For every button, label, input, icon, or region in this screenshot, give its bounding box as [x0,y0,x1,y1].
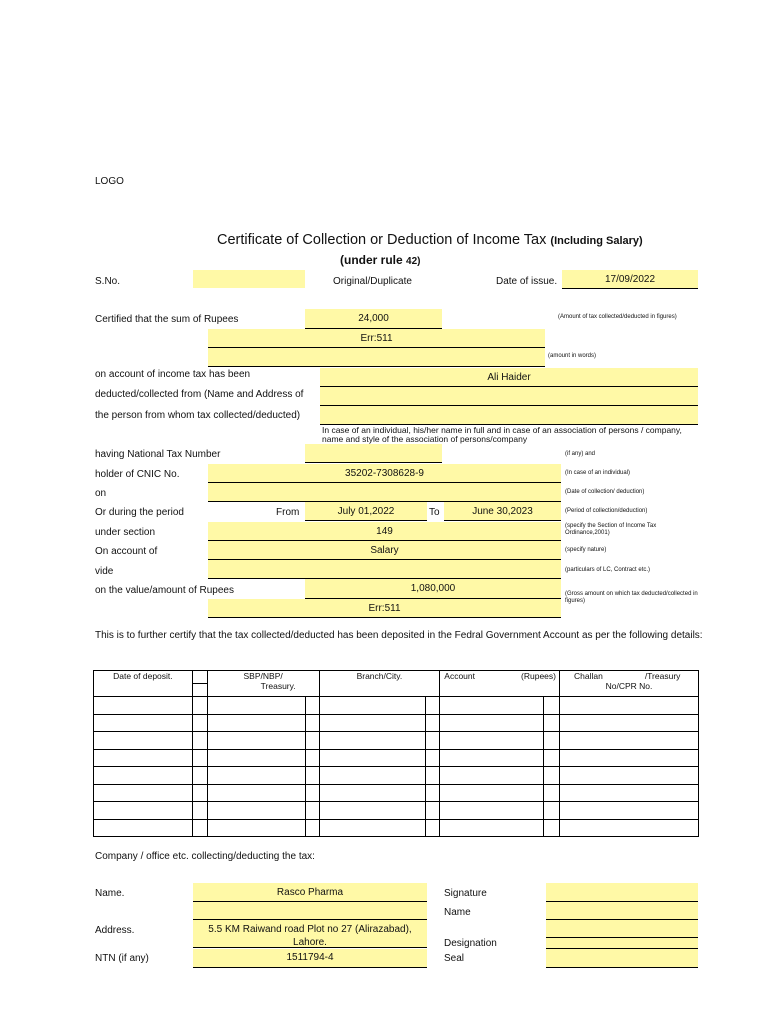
rule-prefix: (under rule [340,253,403,267]
col-bank [207,671,319,697]
date-of-issue-field[interactable] [562,270,698,289]
col-spacer [192,671,207,684]
col-bank-line-2: Treasury. [260,681,296,691]
col-rupees-label: (Rupees) [521,671,556,681]
company-address-line-2: Lahore. [293,937,327,948]
ntn-label: having National Tax Number [95,449,221,460]
col-spacer-2 [192,684,207,697]
on-account-note: (specify nature) [565,547,607,553]
company-name-field-2[interactable] [193,902,427,920]
date-of-issue-label: Date of issue. [496,276,558,287]
period-note: (Period of collection/deduction) [565,508,648,514]
company-address-line-1: 5.5 KM Raiwand road Plot no 27 (Alirazabad), [208,924,412,935]
designation-label: Designation [444,938,497,949]
payer-name-value: Ali Haider [487,372,531,383]
company-ntn-field[interactable] [193,949,427,968]
ntn-field[interactable] [305,444,442,463]
account-line-2: deducted/collected from (Name and Address of [95,389,304,400]
period-to-label: To [429,507,440,518]
on-account-label: On account of [95,546,158,557]
sum-words-note: (amount in words) [548,353,597,359]
account-line-1: on account of income tax has been [95,369,251,380]
signer-extra-field[interactable] [546,920,698,938]
sum-words-value: Err:511 [360,333,393,344]
value-amount-figures-value: 1,080,000 [410,583,456,594]
section-value: 149 [376,526,393,537]
on-account-value: Salary [370,545,399,556]
table-row[interactable] [94,802,699,820]
company-address-field[interactable] [193,920,427,948]
cnic-value: 35202-7308628-9 [345,468,424,479]
col-challan-line-1: Challan [573,671,603,681]
sum-words-field-2[interactable] [208,348,545,367]
table-row[interactable] [94,784,699,802]
signature-field[interactable] [546,883,698,902]
col-bank-line-1: SBP/NBP/ [243,671,283,681]
rule-number: 42) [406,256,421,267]
title-main: Certificate of Collection or Deduction of Income Tax [217,232,547,248]
section-field[interactable] [208,522,561,541]
col-branch [319,671,440,697]
vide-label: vide [95,566,114,577]
col-date-of-deposit [94,671,193,697]
period-label: Or during the period [95,507,184,518]
deposit-table-header [94,671,699,684]
designation-field[interactable] [546,938,698,949]
cnic-field[interactable] [208,464,561,483]
col-challan-line-2: /Treasury [644,671,681,681]
period-to-field[interactable] [444,502,561,521]
value-amount-words-value: Err:511 [368,603,401,614]
section-note: (specify the Section of Income Tax Ordinance,2001) [565,523,657,536]
payer-name-field[interactable] [320,368,698,387]
on-note: (Date of collection/ deduction) [565,489,645,495]
section-label: under section [95,527,156,538]
on-account-field[interactable] [208,541,561,560]
cnic-note: (In case of an individual) [565,470,631,476]
table-row[interactable] [94,819,699,837]
table-row[interactable] [94,714,699,732]
period-from-field[interactable] [305,502,427,521]
on-date-field[interactable] [208,483,561,502]
table-row[interactable] [94,732,699,750]
col-challan [559,671,698,697]
further-certify-text: This is to further certify that the tax collected/deducted has been deposited in the Fedral Government Account as per the following details: [95,630,703,641]
value-amount-note: (Gross amount on which tax deducted/collected in figures) [565,591,698,604]
col-branch-label: Branch/City. [356,671,403,681]
period-to-value: June 30,2023 [472,506,533,517]
company-name-field[interactable] [193,883,427,902]
deposit-table [93,670,699,837]
logo-placeholder: LOGO [95,176,124,187]
vide-field[interactable] [208,560,561,579]
company-ntn-value: 1511794-4 [286,952,334,963]
ntn-note: (if any) and [565,451,596,457]
original-duplicate-label: Original/Duplicate [333,276,412,287]
signature-label: Signature [444,888,487,899]
sum-label: Certified that the sum of Rupees [95,314,239,325]
company-address-label: Address. [95,925,135,936]
signer-name-label: Name [444,907,471,918]
sum-figures-value: 24,000 [358,313,389,324]
col-account-label: Account [444,671,475,681]
company-name-label: Name. [95,888,125,899]
col-date-label: Date of deposit. [113,671,173,681]
col-account [440,671,560,697]
value-amount-figures-field[interactable] [305,579,561,599]
payer-address-field-1[interactable] [320,387,698,406]
company-name-value: Rasco Pharma [276,887,344,898]
signer-name-field[interactable] [546,902,698,920]
sum-figures-field[interactable] [305,309,442,329]
account-line-3: the person from whom tax collected/deducted) [95,410,301,421]
vide-note: (particulars of LC, Contract etc.) [565,567,651,573]
table-row[interactable] [94,767,699,785]
sum-figures-note: (Amount of tax collected/deducted in figures) [558,314,677,320]
cnic-label: holder of CNIC No. [95,469,180,480]
sum-words-field[interactable] [208,329,545,348]
sno-field[interactable] [193,270,305,288]
date-of-issue-value: 17/09/2022 [604,274,656,285]
seal-field[interactable] [546,949,698,968]
company-ntn-label: NTN (if any) [95,953,149,964]
payer-name-note: In case of an individual, his/her name in full and in case of an association of persons / company, name and style of the association of persons/company [322,425,682,444]
value-amount-words-field[interactable] [208,599,561,618]
title-suffix: (Including Salary) [550,235,643,247]
seal-label: Seal [444,953,465,964]
value-amount-label: on the value/amount of Rupees [95,585,234,596]
table-row[interactable] [94,749,699,767]
table-row[interactable] [94,697,699,715]
col-challan-line-3: No/CPR No. [605,681,653,691]
on-label: on [95,488,107,499]
sno-label: S.No. [95,276,121,287]
certificate-title [217,232,643,248]
rule-subtitle [340,253,420,267]
period-from-label: From [276,507,300,518]
company-heading: Company / office etc. collecting/deducting the tax: [95,851,315,862]
period-from-value: July 01,2022 [337,506,395,517]
payer-address-field-2[interactable] [320,406,698,425]
